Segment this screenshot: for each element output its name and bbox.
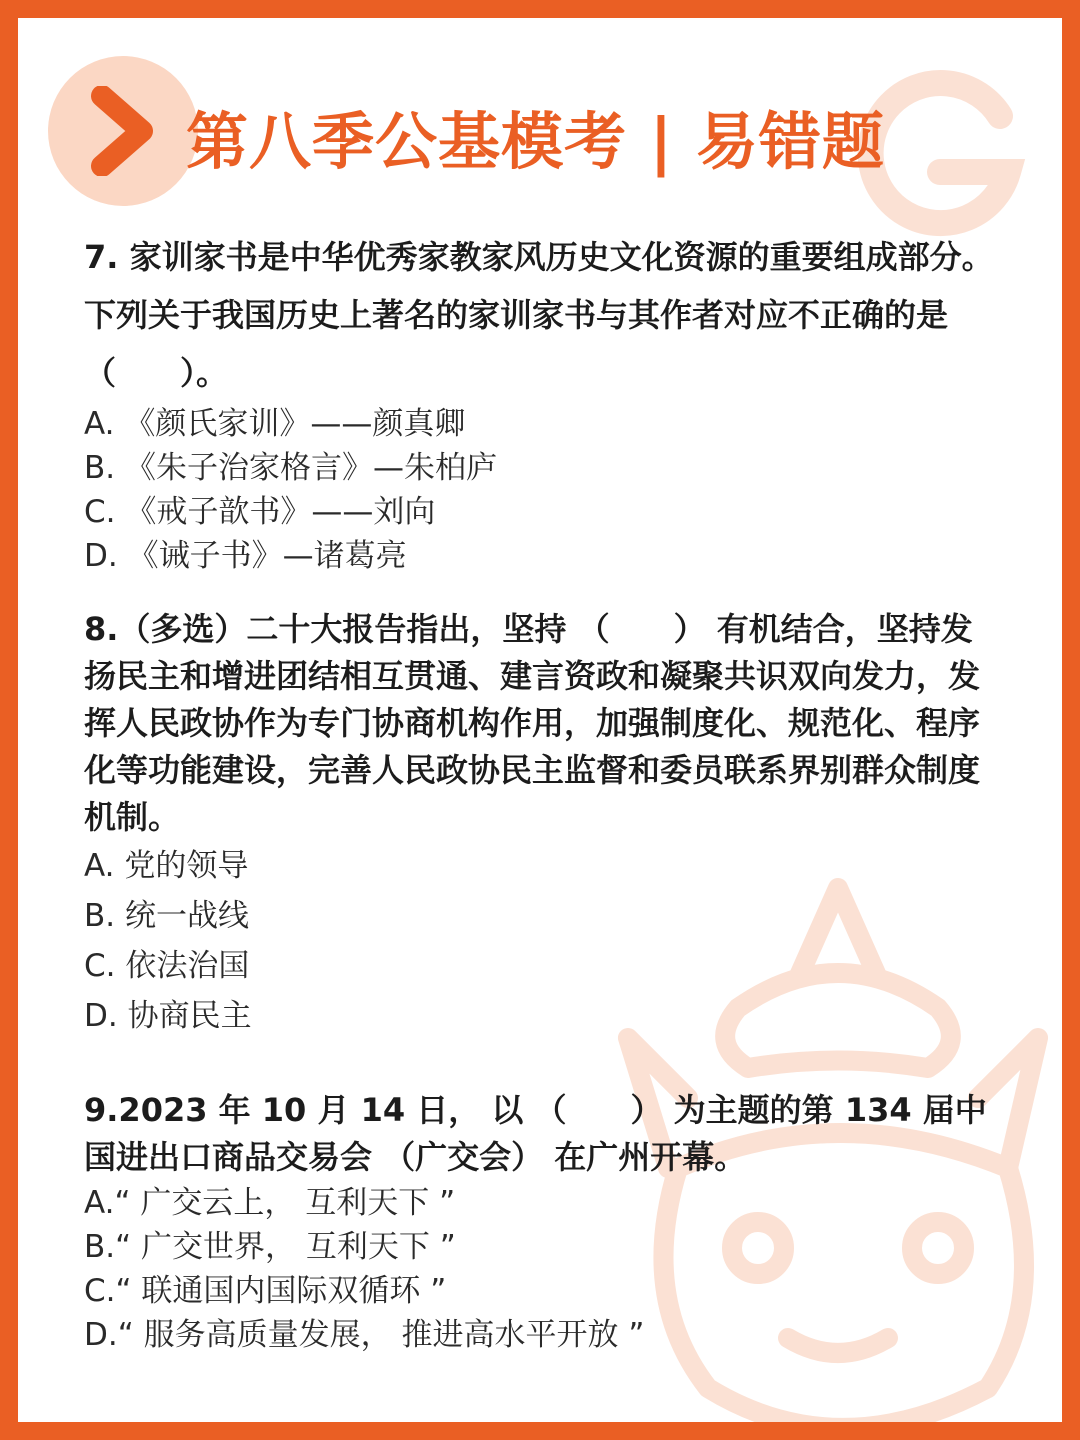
chevron-right-icon	[88, 86, 158, 176]
question-7	[84, 228, 1004, 578]
option-b: B.“ 广交世界， 互利天下 ”	[84, 1229, 456, 1265]
spacer	[84, 578, 1004, 606]
option-list	[84, 841, 1004, 1041]
option-c: C.“ 联通国内国际双循环 ”	[84, 1273, 447, 1309]
spacer	[84, 1041, 1004, 1087]
option-c: C. 依法治国	[84, 948, 250, 984]
question-8	[84, 606, 1004, 1041]
option-a: A. 党的领导	[84, 848, 249, 884]
question-stem: 9.2023 年 10 月 14 日， 以 （ ） 为主题的第 134 届中国进出口商品交易会 （广交会） 在广州开幕。	[84, 1091, 987, 1176]
option-list	[84, 402, 1004, 578]
option-list	[84, 1181, 1004, 1357]
option-b: B. 《朱子治家格言》—朱柏庐	[84, 450, 497, 486]
question-stem: 8.（多选）二十大报告指出，坚持 （ ） 有机结合，坚持发扬民主和增进团结相互贯通、建言资政和凝聚共识双向发力，发挥人民政协作为专门协商机构作用，加强制度化、规范化、程序化等功能建设，完善人民政协民主监督和委员联系界别群众制度机制。	[84, 610, 981, 836]
option-d: D. 《诫子书》—诸葛亮	[84, 538, 407, 574]
option-d: D.“ 服务高质量发展， 推进高水平开放 ”	[84, 1317, 645, 1353]
question-9	[84, 1087, 1004, 1357]
option-a: A. 《颜氏家训》——颜真卿	[84, 406, 466, 442]
question-stem: 7. 家训家书是中华优秀家教家风历史文化资源的重要组成部分。下列关于我国历史上著名的家训家书与其作者对应不正确的是 （ ）。	[84, 238, 994, 392]
option-c: C. 《戒子歆书》——刘向	[84, 494, 436, 530]
option-a: A.“ 广交云上， 互利天下 ”	[84, 1185, 456, 1221]
option-b: B. 统一战线	[84, 898, 249, 934]
question-list	[84, 228, 1004, 1357]
page	[18, 18, 1062, 1422]
page-title: 第八季公基模考 | 易错题	[186, 105, 885, 178]
option-d: D. 协商民主	[84, 998, 252, 1034]
